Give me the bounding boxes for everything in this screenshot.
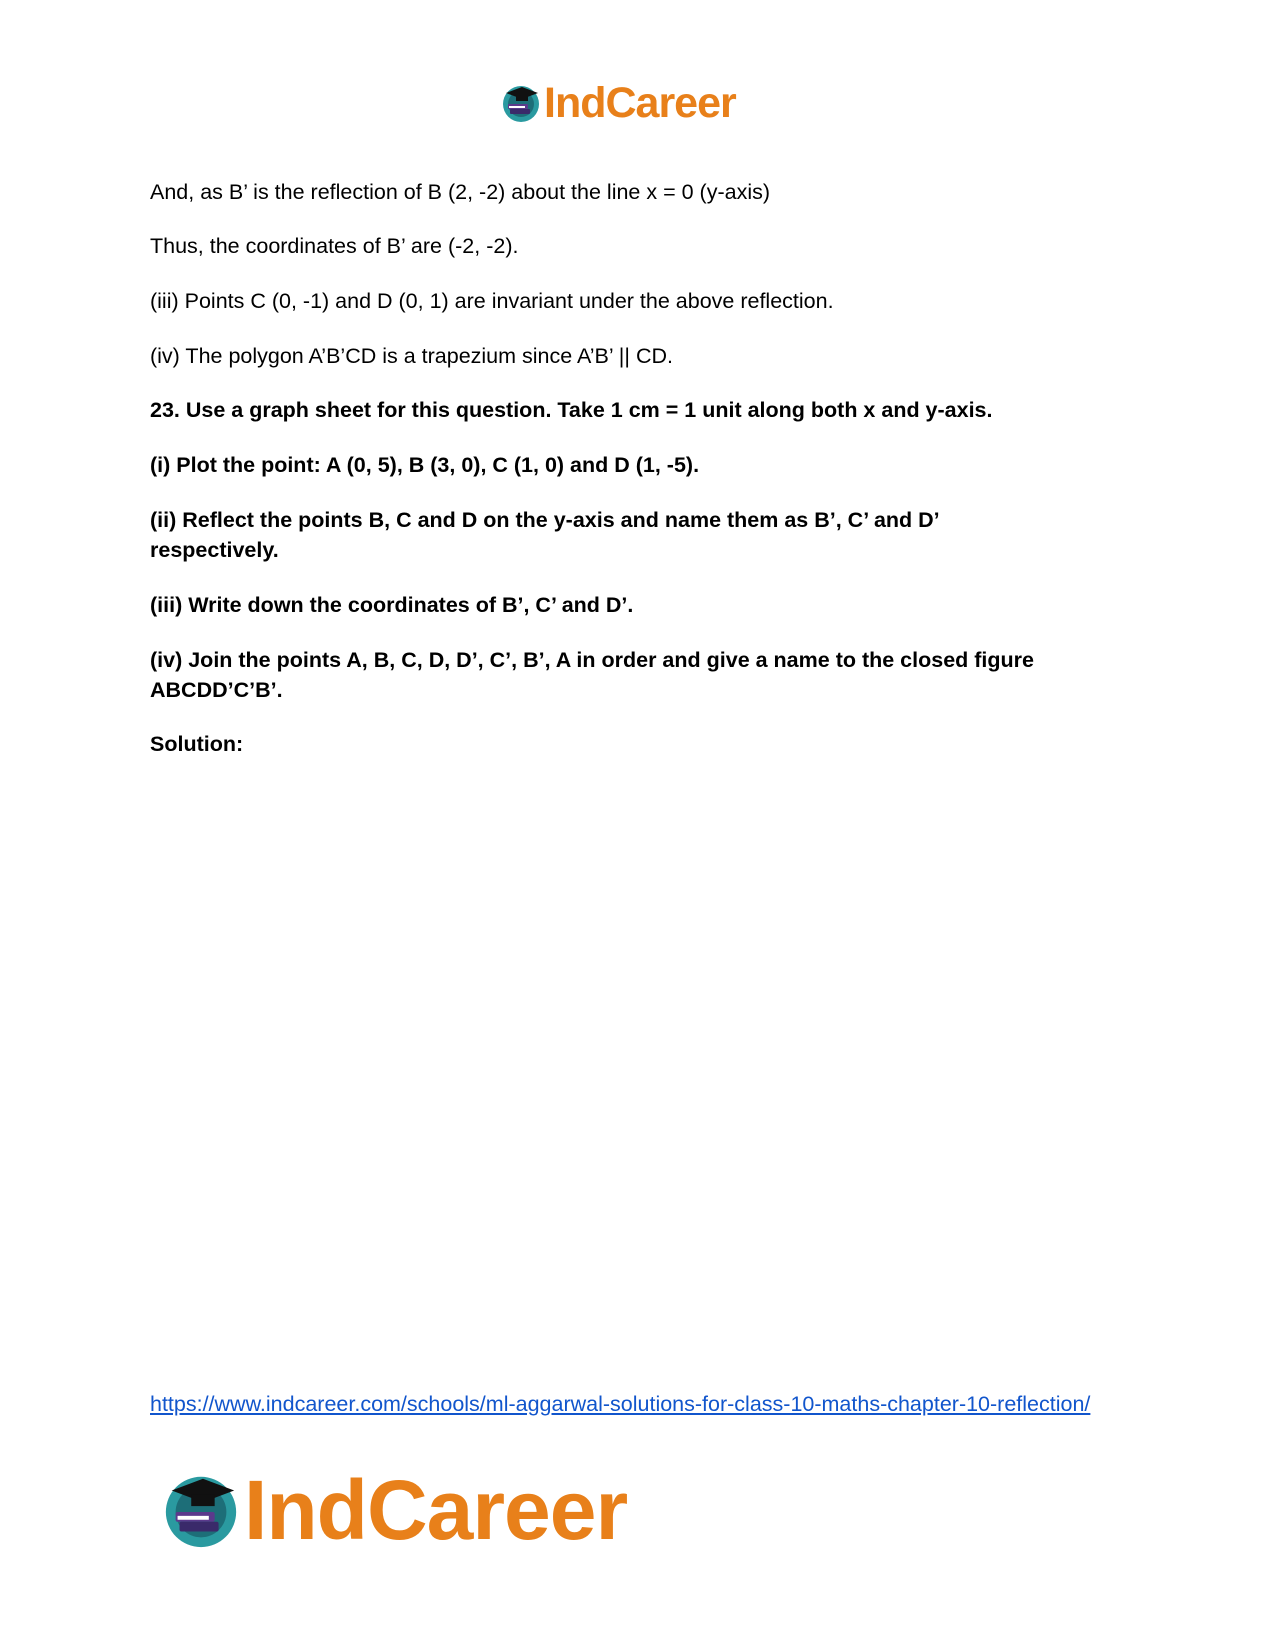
- header-logo: [500, 78, 736, 128]
- question-part-ii: (ii) Reflect the points B, C and D on the y-axis and name them as B’, C’ and D’ respectively.: [150, 508, 939, 562]
- text-line: (iv) The polygon A’B’CD is a trapezium since A’B’ || CD.: [150, 344, 673, 368]
- graduation-book-icon: [160, 1469, 242, 1551]
- source-link[interactable]: https://www.indcareer.com/schools/ml-aggarwal-solutions-for-class-10-maths-chapter-10-reflection/: [150, 1392, 1091, 1416]
- solution-label: Solution:: [150, 732, 244, 756]
- footer-logo: [160, 1462, 628, 1557]
- logo-text: IndCareer: [244, 1462, 628, 1557]
- question-part-iv: (iv) Join the points A, B, C, D, D’, C’, B’, A in order and give a name to the closed figure ABCDD’C’B’.: [150, 648, 1034, 702]
- graduation-book-icon: [500, 82, 542, 124]
- question-part-i: (i) Plot the point: A (0, 5), B (3, 0), C (1, 0) and D (1, -5).: [150, 453, 700, 477]
- text-line: And, as B’ is the reflection of B (2, -2) about the line x = 0 (y-axis): [150, 180, 771, 204]
- logo-text: IndCareer: [544, 78, 736, 127]
- text-line: (iii) Points C (0, -1) and D (0, 1) are invariant under the above reflection.: [150, 289, 834, 313]
- question-part-iii: (iii) Write down the coordinates of B’, C’ and D’.: [150, 593, 634, 617]
- question-title: 23. Use a graph sheet for this question. Take 1 cm = 1 unit along both x and y-axis.: [150, 398, 993, 422]
- text-line: Thus, the coordinates of B’ are (-2, -2).: [150, 234, 519, 258]
